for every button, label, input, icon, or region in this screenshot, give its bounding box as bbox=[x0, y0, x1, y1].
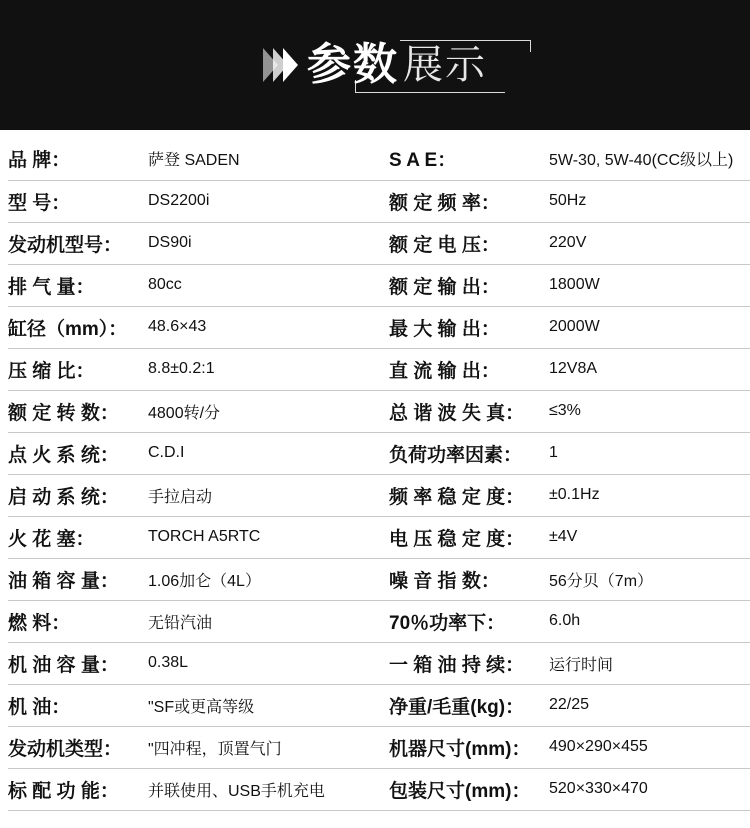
spec-value-left: TORCH A5RTC bbox=[148, 516, 375, 558]
spec-value-left: DS90i bbox=[148, 222, 375, 264]
spec-label-right: S A E： bbox=[375, 138, 549, 180]
spec-value-left: 8.8±0.2:1 bbox=[148, 348, 375, 390]
table-row bbox=[8, 348, 750, 390]
spec-value-right: 1800W bbox=[549, 264, 750, 306]
spec-value-left: 无铅汽油 bbox=[148, 600, 375, 642]
spec-label-left: 机 油： bbox=[8, 684, 148, 726]
spec-label-left: 排 气 量： bbox=[8, 264, 148, 306]
spec-label-right: 负荷功率因素： bbox=[375, 432, 549, 474]
spec-label-right: 直 流 输 出： bbox=[375, 348, 549, 390]
spec-label-left: 额 定 转 数： bbox=[8, 390, 148, 432]
spec-value-left: 1.06加仑（4L） bbox=[148, 558, 375, 600]
spec-label-left: 点 火 系 统： bbox=[8, 432, 148, 474]
table-row bbox=[8, 474, 750, 516]
spec-label-left: 燃 料： bbox=[8, 600, 148, 642]
spec-value-left: 4800转/分 bbox=[148, 390, 375, 432]
spec-value-right: 220V bbox=[549, 222, 750, 264]
spec-label-right: 噪 音 指 数： bbox=[375, 558, 549, 600]
table-row bbox=[8, 558, 750, 600]
spec-value-right: 2000W bbox=[549, 306, 750, 348]
spec-value-right: 56分贝（7m） bbox=[549, 558, 750, 600]
table-row bbox=[8, 684, 750, 726]
table-row bbox=[8, 600, 750, 642]
table-row bbox=[8, 390, 750, 432]
table-row bbox=[8, 516, 750, 558]
spec-label-left: 火 花 塞： bbox=[8, 516, 148, 558]
spec-label-left: 发动机型号： bbox=[8, 222, 148, 264]
spec-label-left: 油 箱 容 量： bbox=[8, 558, 148, 600]
spec-label-left: 机 油 容 量： bbox=[8, 642, 148, 684]
specification-table bbox=[8, 138, 750, 811]
spec-value-right: 50Hz bbox=[549, 180, 750, 222]
table-row bbox=[8, 180, 750, 222]
spec-value-right: 6.0h bbox=[549, 600, 750, 642]
spec-value-left: 0.38L bbox=[148, 642, 375, 684]
spec-label-right: 包装尺寸(mm)： bbox=[375, 768, 549, 810]
table-row bbox=[8, 222, 750, 264]
spec-label-right: 最 大 输 出： bbox=[375, 306, 549, 348]
spec-value-right: ≤3% bbox=[549, 390, 750, 432]
spec-label-left: 型 号： bbox=[8, 180, 148, 222]
table-row bbox=[8, 726, 750, 768]
spec-label-right: 额 定 输 出： bbox=[375, 264, 549, 306]
page-title: 参数 bbox=[307, 40, 399, 89]
spec-value-left: 萨登 SADEN bbox=[148, 138, 375, 180]
spec-value-left: "SF或更高等级 bbox=[148, 684, 375, 726]
table-row bbox=[8, 306, 750, 348]
page-subtitle: 展示 bbox=[403, 43, 487, 87]
spec-value-right: 5W-30, 5W-40(CC级以上) bbox=[549, 138, 750, 180]
chevrons-right-icon bbox=[263, 48, 293, 82]
spec-label-right: 总 谐 波 失 真： bbox=[375, 390, 549, 432]
spec-label-right: 电 压 稳 定 度： bbox=[375, 516, 549, 558]
spec-value-right: 12V8A bbox=[549, 348, 750, 390]
table-row bbox=[8, 432, 750, 474]
spec-value-left: DS2200i bbox=[148, 180, 375, 222]
spec-label-left: 品 牌： bbox=[8, 138, 148, 180]
spec-value-right: 1 bbox=[549, 432, 750, 474]
spec-label-left: 缸径（mm）： bbox=[8, 306, 148, 348]
table-row bbox=[8, 768, 750, 810]
spec-value-right: ±4V bbox=[549, 516, 750, 558]
spec-value-right: 490×290×455 bbox=[549, 726, 750, 768]
spec-label-right: 一 箱 油 持 续： bbox=[375, 642, 549, 684]
spec-label-right: 频 率 稳 定 度： bbox=[375, 474, 549, 516]
spec-label-left: 压 缩 比： bbox=[8, 348, 148, 390]
spec-value-left: "四冲程，顶置气门 bbox=[148, 726, 375, 768]
spec-label-right: 机器尺寸(mm)： bbox=[375, 726, 549, 768]
spec-label-right: 净重/毛重(kg)： bbox=[375, 684, 549, 726]
spec-label-right: 70％功率下： bbox=[375, 600, 549, 642]
spec-value-left: 并联使用、USB手机充电 bbox=[148, 768, 375, 810]
spec-value-left: C.D.I bbox=[148, 432, 375, 474]
header-banner bbox=[0, 0, 750, 130]
spec-value-left: 80cc bbox=[148, 264, 375, 306]
spec-label-left: 标 配 功 能： bbox=[8, 768, 148, 810]
table-row bbox=[8, 138, 750, 180]
spec-label-left: 发动机类型： bbox=[8, 726, 148, 768]
spec-value-right: 运行时间 bbox=[549, 642, 750, 684]
spec-label-right: 额 定 电 压： bbox=[375, 222, 549, 264]
spec-value-right: 22/25 bbox=[549, 684, 750, 726]
spec-value-right: ±0.1Hz bbox=[549, 474, 750, 516]
spec-value-right: 520×330×470 bbox=[549, 768, 750, 810]
spec-value-left: 手拉启动 bbox=[148, 474, 375, 516]
spec-label-left: 启 动 系 统： bbox=[8, 474, 148, 516]
table-row bbox=[8, 264, 750, 306]
spec-value-left: 48.6×43 bbox=[148, 306, 375, 348]
spec-label-right: 额 定 频 率： bbox=[375, 180, 549, 222]
table-row bbox=[8, 642, 750, 684]
